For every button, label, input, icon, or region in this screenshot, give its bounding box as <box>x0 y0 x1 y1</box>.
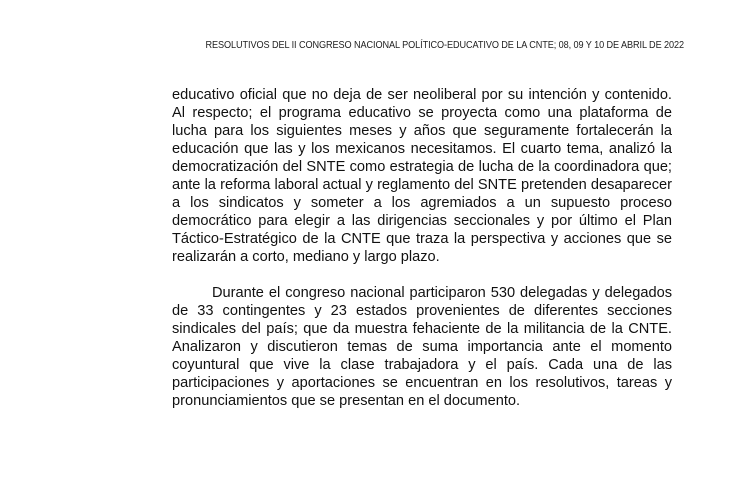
paragraph-congress-participation: Durante el congreso nacional participaron 530 delegadas y delegados de 33 contingentes y 23 estados provenientes de diferentes secciones sindicales del país; que da muestra fehaciente de la militancia de la CNTE. Analizaron y discutieron temas de suma importancia ante el momento coyuntural que vive la clase trabajadora y el país. Cada una de las participaciones y aportaciones se encuentran en los resolutivos, tareas y pronunciamientos que se presentan en el documento. <box>172 285 672 409</box>
paragraph-continuation: educativo oficial que no deja de ser neoliberal por su intención y contenido. Al respecto; el programa educativo se proyecta como una plataforma de lucha para los siguientes meses y años que seguramente fortalecerán la educación que las y los mexicanos necesitamos. El cuarto tema, analizó la democratización del SNTE como estrategia de lucha de la coordinadora que; ante la reforma laboral actual y reglamento del SNTE pretenden desaparecer a los sindicatos y someter a los agremiados a un supuesto proceso democrático para elegir a las dirigencias seccionales y por último el Plan Táctico-Estratégico de la CNTE que traza la perspectiva y acciones que se realizarán a corto, mediano y largo plazo. <box>172 87 672 265</box>
running-header: RESOLUTIVOS DEL II CONGRESO NACIONAL POLÍTICO-EDUCATIVO DE LA CNTE; 08, 09 Y 10 DE ABRIL DE 2022 <box>205 39 684 51</box>
body-text <box>172 86 672 410</box>
